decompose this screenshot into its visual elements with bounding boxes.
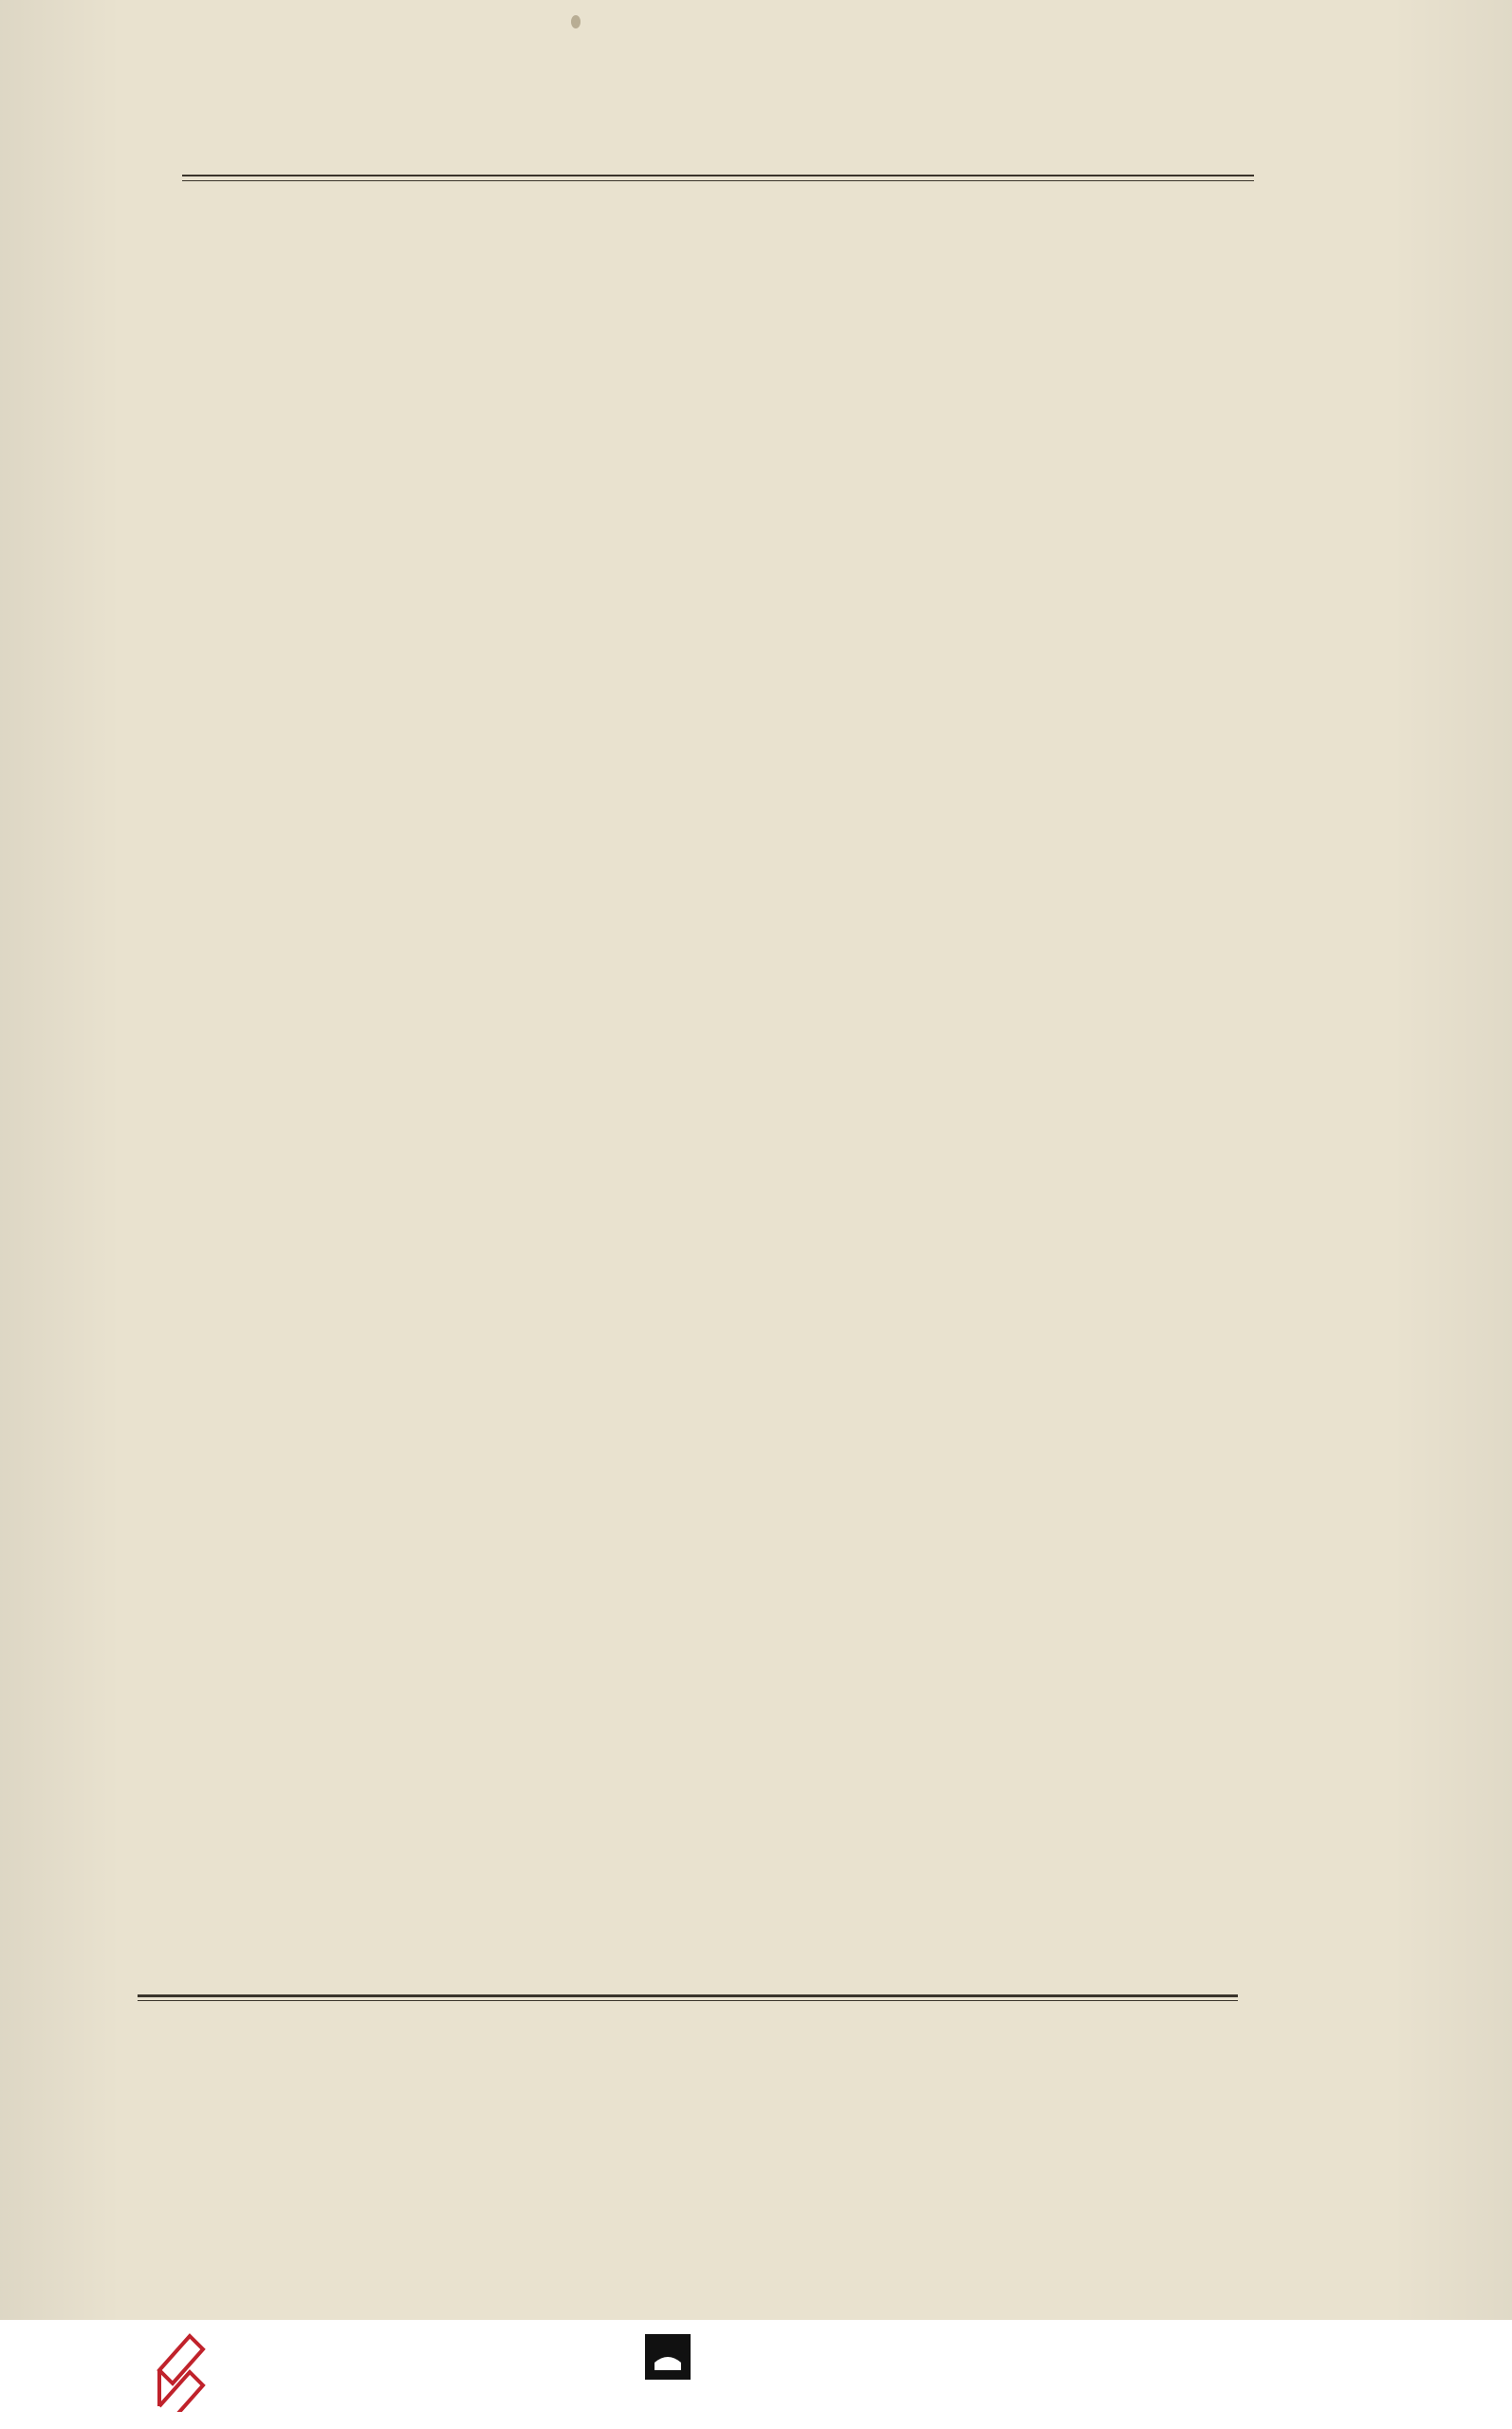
running-header	[142, 125, 1252, 176]
footer-rule-thin	[138, 2000, 1238, 2001]
footer-rule	[138, 1994, 1238, 1997]
bottom-bar	[0, 2320, 1512, 2429]
header-rule-thin	[182, 180, 1254, 181]
kunstbibliothek-logo-icon	[645, 2334, 691, 2380]
paper-stain	[571, 15, 581, 28]
ub-logo-mark-icon	[152, 2332, 209, 2412]
